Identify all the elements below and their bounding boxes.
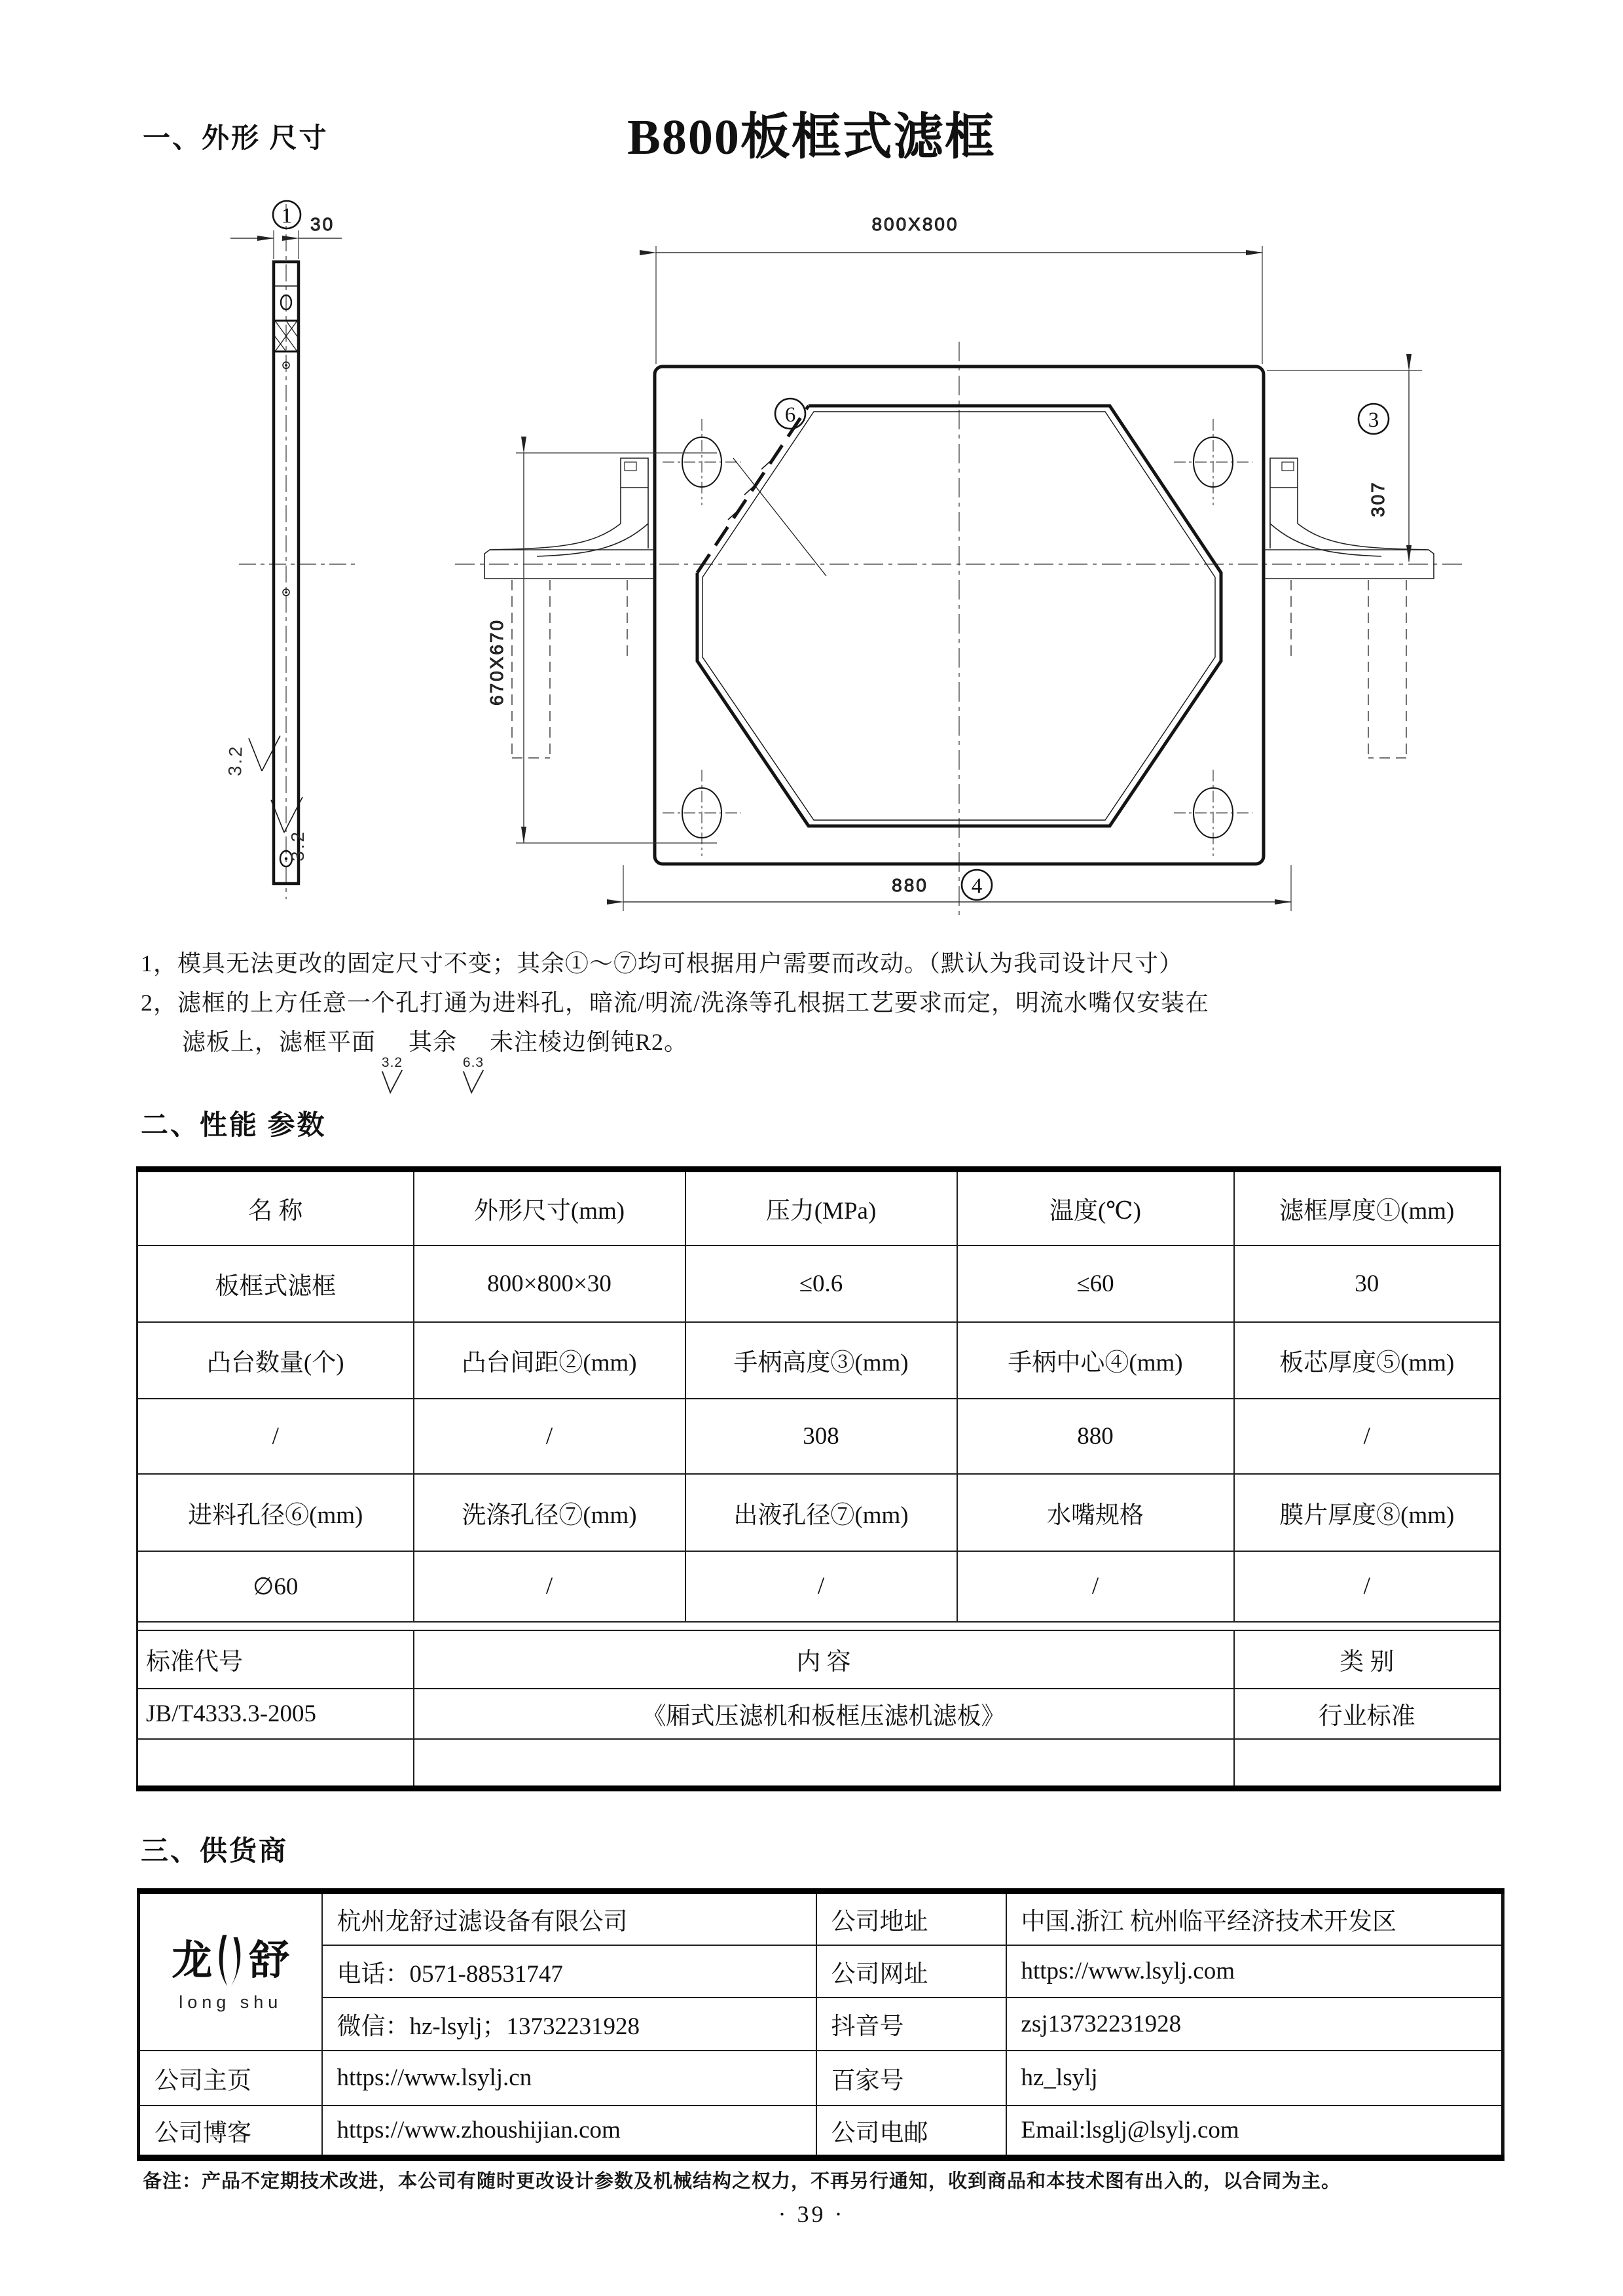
main-view (455, 214, 1465, 915)
table-row (139, 2106, 1503, 2158)
logo-swoosh-icon (210, 1931, 251, 1991)
balloon-3 (1359, 404, 1389, 434)
table-row (137, 1630, 1501, 1689)
roughness-check-icon (380, 1069, 405, 1095)
perf-h-wash-hole: 洗涤孔径⑦(mm) (414, 1474, 685, 1551)
std-v-code: JB/T4333.3-2005 (137, 1689, 414, 1739)
baijia-value: hz_lsylj (1006, 2051, 1503, 2106)
table-row (137, 1322, 1501, 1399)
roughness-inline-6_3: 6.3 (457, 1057, 490, 1095)
perf-h-nozzle-spec: 水嘴规格 (957, 1474, 1234, 1551)
perf-v-core-thickness: / (1234, 1399, 1501, 1474)
roughness-check-icon (461, 1069, 486, 1095)
perf-v-boss-spacing: / (414, 1399, 685, 1474)
note-line-3 (182, 1024, 688, 1095)
homepage-label: 公司主页 (139, 2051, 322, 2106)
table-row (137, 1170, 1501, 1246)
address-value: 中国.浙江 杭州临平经济技术开发区 (1006, 1892, 1503, 1945)
roughness-mark-right (271, 797, 308, 861)
balloon-4 (962, 870, 992, 900)
dim-670x670-label: 670X670 (486, 618, 507, 706)
section-heading-supplier: 三、供货商 (141, 1837, 289, 1867)
table-gap-row (137, 1622, 1501, 1630)
dim-880-label: 880 (892, 875, 928, 895)
technical-drawing (0, 0, 1623, 956)
perf-h-thickness: 滤框厚度①(mm) (1234, 1170, 1501, 1246)
section-heading-outline: 一、外形 尺寸 (143, 124, 329, 154)
perf-h-temperature: 温度(℃) (957, 1170, 1234, 1246)
email-label: 公司电邮 (816, 2106, 1006, 2158)
note-line-1: 1，模具无法更改的固定尺寸不变；其余①～⑦均可根据用户需要而改动。（默认为我司设计尺寸） (141, 950, 1184, 977)
address-label: 公司地址 (816, 1892, 1006, 1945)
perf-v-name: 板框式滤框 (137, 1246, 414, 1322)
table-row (137, 1551, 1501, 1622)
perf-h-name: 名 称 (137, 1170, 414, 1246)
company-logo (139, 1892, 322, 2051)
handle-hidden-lines (512, 580, 627, 758)
hole-top-left (663, 419, 741, 505)
table-row (137, 1399, 1501, 1474)
page-number: · 39 · (778, 2201, 845, 2227)
perf-v-nozzle-spec: / (957, 1551, 1234, 1622)
perf-v-temperature: ≤60 (957, 1246, 1234, 1322)
page-title: B800板框式滤框 (627, 110, 996, 165)
table-row (139, 1998, 1503, 2051)
perf-v-thickness: 30 (1234, 1246, 1501, 1322)
empty-cell (137, 1739, 414, 1789)
blog-value: https://www.zhoushijian.com (322, 2106, 816, 2158)
email-value: Email:lsglj@lsylj.com (1006, 2106, 1503, 2158)
note-line-2: 2，滤框的上方任意一个孔打通为进料孔，暗流/明流/洗涤等孔根据工艺要求而定，明流水嘴仅安装在 (141, 990, 1210, 1016)
svg-text:3: 3 (1368, 408, 1379, 432)
handle-right (1264, 458, 1434, 758)
balloon-6 (775, 399, 805, 429)
svg-text:3.2: 3.2 (225, 744, 246, 777)
gap-cell (137, 1622, 1501, 1630)
wechat-value: 微信：hz-lsylj；13732231928 (322, 1998, 816, 2051)
dim-307-label: 307 (1368, 480, 1388, 517)
footer-note: 备注：产品不定期技术改进，本公司有随时更改设计参数及机械结构之权力，不再另行通知，收到商品和本技术图有出入的，以合同为主。 (143, 2171, 1341, 2192)
perf-h-size: 外形尺寸(mm) (414, 1170, 685, 1246)
hole-bottom-right (1174, 770, 1252, 856)
std-h-code: 标准代号 (137, 1630, 414, 1689)
perf-v-membrane-thickness: / (1234, 1551, 1501, 1622)
douyin-value: zsj13732231928 (1006, 1998, 1503, 2051)
perf-v-outlet-hole: / (685, 1551, 957, 1622)
website-value: https://www.lsylj.com (1006, 1945, 1503, 1998)
perf-v-boss-count: / (137, 1399, 414, 1474)
homepage-value: https://www.lsylj.cn (322, 2051, 816, 2106)
table-row (139, 2051, 1503, 2106)
dimension-670x670 (486, 453, 717, 843)
hole-top-right (1174, 419, 1252, 505)
logo-char-shu: 舒 (249, 1939, 290, 1984)
section-ticks (728, 456, 826, 576)
perf-h-pressure: 压力(MPa) (685, 1170, 957, 1246)
empty-cell (1234, 1739, 1501, 1789)
perf-v-pressure: ≤0.6 (685, 1246, 957, 1322)
note-line-3-pre: 滤板上，滤框平面 (182, 1029, 376, 1055)
perf-h-outlet-hole: 出液孔径⑦(mm) (685, 1474, 957, 1551)
std-h-category: 类 别 (1234, 1630, 1501, 1689)
logo-char-long: 龙 (172, 1939, 213, 1984)
perf-v-handle-height: 308 (685, 1399, 957, 1474)
svg-text:6: 6 (784, 403, 796, 427)
table-row (137, 1689, 1501, 1739)
supplier-table (137, 1888, 1504, 2161)
balloon-1 (273, 201, 301, 228)
section-heading-performance: 二、性能 参数 (141, 1111, 327, 1141)
table-row (139, 1945, 1503, 1998)
std-v-category: 行业标准 (1234, 1689, 1501, 1739)
perf-h-core-thickness: 板芯厚度⑤(mm) (1234, 1322, 1501, 1399)
dimension-307 (1267, 370, 1422, 562)
perf-h-boss-spacing: 凸台间距②(mm) (414, 1322, 685, 1399)
perf-v-feed-hole: ∅60 (137, 1551, 414, 1622)
dimension-880 (623, 865, 1291, 911)
blog-label: 公司博客 (139, 2106, 322, 2158)
perf-h-boss-count: 凸台数量(个) (137, 1322, 414, 1399)
std-v-content: 《厢式压滤机和板框压滤机滤板》 (414, 1689, 1234, 1739)
company-name: 杭州龙舒过滤设备有限公司 (322, 1892, 816, 1945)
performance-table (136, 1166, 1501, 1791)
perf-h-membrane-thickness: 膜片厚度⑧(mm) (1234, 1474, 1501, 1551)
svg-text:1: 1 (281, 204, 293, 228)
table-row (137, 1474, 1501, 1551)
svg-text:4: 4 (971, 874, 983, 898)
perf-h-feed-hole: 进料孔径⑥(mm) (137, 1474, 414, 1551)
handle-left (484, 458, 655, 758)
std-h-content: 内 容 (414, 1630, 1234, 1689)
note-line-3-mid: 其余 (409, 1029, 458, 1055)
roughness-mark-left (225, 736, 280, 776)
perf-v-size: 800×800×30 (414, 1246, 685, 1322)
table-empty-row (137, 1739, 1501, 1789)
logo-pinyin: long shu (179, 1992, 283, 2013)
perf-v-handle-center: 880 (957, 1399, 1234, 1474)
side-view (225, 201, 357, 899)
baijia-label: 百家号 (816, 2051, 1006, 2106)
table-row (137, 1246, 1501, 1322)
website-label: 公司网址 (816, 1945, 1006, 1998)
douyin-label: 抖音号 (816, 1998, 1006, 2051)
perf-h-handle-center: 手柄中心④(mm) (957, 1322, 1234, 1399)
dim-30-label: 30 (310, 214, 335, 234)
note-line-3-post: 未注棱边倒钝R2。 (490, 1029, 689, 1055)
roughness-inline-3_2: 3.2 (376, 1057, 409, 1095)
empty-cell (414, 1739, 1234, 1789)
section-cut-chamfer (697, 406, 809, 573)
svg-text:3.2: 3.2 (287, 830, 308, 861)
dimension-800x800 (656, 214, 1262, 364)
table-row (139, 1892, 1503, 1945)
phone-value: 电话：0571-88531747 (322, 1945, 816, 1998)
perf-h-handle-height: 手柄高度③(mm) (685, 1322, 957, 1399)
perf-v-wash-hole: / (414, 1551, 685, 1622)
dim-800x800-label: 800X800 (871, 214, 959, 234)
